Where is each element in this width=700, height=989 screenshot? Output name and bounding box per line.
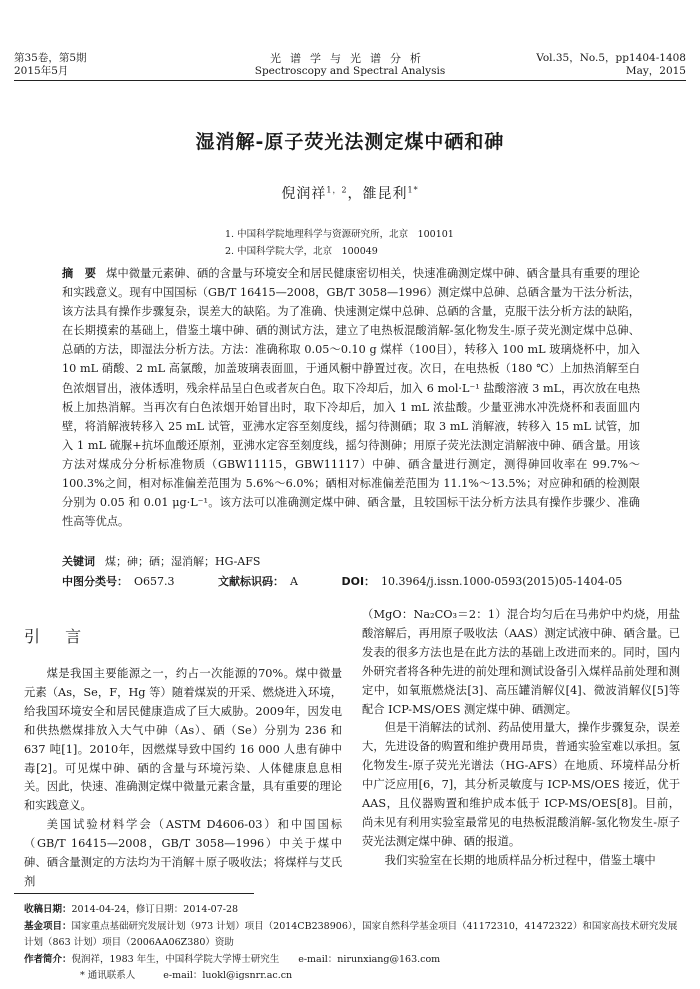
- keywords: [62, 553, 640, 569]
- received-value: 2014-04-24，修订日期：2014-07-28: [71, 904, 239, 915]
- keywords-text: 煤；砷；硒；湿消解；HG-AFS: [105, 555, 261, 568]
- keywords-label: 关键词: [62, 555, 95, 568]
- date-line: 2015年5月: [14, 65, 69, 77]
- abstract-label: 摘 要: [62, 267, 97, 280]
- abstract-text: 煤中微量元素砷、硒的含量与环境安全和居民健康密切相关，快速准确测定煤中砷、硒含量具有重要的理论和实践意义。现有中国国标（GB/T 16415—2008，GB/T 3058—1996）测定煤中总砷、总硒含量为干法分析法，该方法具有操作步骤复杂，误差大的缺陷。为了准确、快速测定煤中总砷、总硒的含量，克服干法分析方法的缺陷，在长期摸索的基础上，借鉴土壤中砷、硒的测试方法，建立了电热板混酸消解-氢化物发生-原子荧光测定煤中总砷、总硒的方法，即湿法分析方法。方法：准确称取 0.05～0.10 g 煤样（100目），转移入 100 mL 玻璃烧杯中，加入 10 mL 硝酸、2 mL 高氯酸，加盖玻璃表面皿，于通风橱中静置过夜。次日，在电热板（180 ℃）上加热消解至白色浓烟冒出，液体透明，残余样品呈白色或者灰白色。取下冷却后，加入 6 mol·L⁻¹ 盐酸溶液 3 mL，再次放在电热板上加热消解。当再次有白色浓烟开始冒出时，取下冷却后，加入 1 mL 浓盐酸。少量亚沸水冲洗烧杯和表面皿内壁，将消解液转移入 25 mL 试管，亚沸水定容至刻度线，摇匀待测硒；取 3 mL 消解液，转移入 15 mL 试管，加入 1 mL 硫脲+抗坏血酸还原剂，亚沸水定容至刻度线，摇匀待测砷；用原子荧光法测定消解液中砷、硒含量。用该方法对煤成分分析标准物质（GBW11115，GBW11117）中砷、硒含量进行测定，测得砷回收率在 99.7%～100.3%之间，相对标准偏差范围为 5.6%～6.0%；硒相对标准偏差范围为 11.1%～13.5%；对应砷和硒的检测限分别为 0.05 和 0.01 μg·L⁻¹。该方法可以准确测定煤中砷、硒含量，且较国标干法分析方法具有操作步骤少、准确性高等优点。: [62, 267, 640, 529]
- doc-code-value: A: [290, 575, 298, 588]
- journal-name-en: Spectroscopy and Spectral Analysis: [254, 65, 446, 77]
- body-paragraph: 煤是我国主要能源之一，约占一次能源的70%。煤中微量元素（As，Se，F，Hg 等）随着煤炭的开采、燃烧进入环境，给我国环境安全和居民健康造成了巨大威胁。2009年，因发电和供热燃煤排放入大气中砷（As）、硒（Se）分别为 236 和 637 吨[1]。2010年，因燃煤导致中国约 16 000 人患有砷中毒[2]。可见煤中砷、硒的含量与环境污染、人体健康息息相关。因此，快速、准确测定煤中微量元素含量，具有重要的理论和实践意义。: [24, 667, 342, 813]
- section-heading: 引 言: [24, 627, 92, 646]
- affiliation-item: 1. 中国科学院地理科学与资源研究所，北京 100101: [225, 229, 454, 240]
- author-list: [0, 183, 700, 203]
- body-paragraph: 美国试验材料学会（ASTM D4606-03）和中国国标（GB/T 16415—2008，GB/T 3058—1996）中关于煤中砷、硒含量测定的方法均为干消解＋原子吸收法；将煤样与艾氏剂: [24, 818, 342, 888]
- affiliations: [225, 226, 625, 260]
- body-paragraph: （MgO：Na₂CO₃＝2：1）混合均匀后在马弗炉中灼烧，用盐酸溶解后，再用原子吸收法（AAS）测定试液中砷、硒含量。已发表的很多方法也是在此方法的基础上改进而来的。同时，国内外研究者将各种先进的前处理和测试设备引入煤样品前处理和测定中，如氧瓶燃烧法[3]、高压罐消解仪[4]、微波消解仪[5]等配合 ICP-MS/OES 测定煤中砷、硒测定。: [362, 608, 680, 716]
- received-date: [24, 902, 684, 919]
- citation-date: May，2015: [625, 65, 686, 77]
- abstract: [62, 264, 640, 531]
- author-separator: ，: [347, 186, 363, 202]
- journal-volume-issue: [14, 52, 174, 78]
- footnotes: [24, 902, 684, 985]
- footnote-rule: [14, 893, 254, 894]
- author-bio: [24, 952, 684, 969]
- author-name: 雒昆利: [362, 186, 408, 202]
- classification-row: [62, 573, 662, 589]
- funding: [24, 919, 684, 952]
- clc-label: 中图分类号：: [62, 575, 128, 588]
- doi-label: DOI：: [341, 575, 376, 588]
- journal-citation: [506, 52, 686, 78]
- journal-name-cn: 光谱学与光谱分析: [270, 52, 430, 65]
- citation-line: Vol.35，No.5，pp1404-1408: [536, 52, 686, 64]
- author-affil-marker: 1*: [407, 185, 419, 195]
- author-affil-marker: 1，2: [326, 185, 348, 195]
- received-label: 收稿日期：: [24, 904, 72, 915]
- body-paragraph: 但是干消解法的试剂、药品使用量大，操作步骤复杂，误差大，先进设备的购置和维护费用昂贵，普通实验室难以承担。氢化物发生-原子荧光光谱法（HG-AFS）在地质、环境样品分析中广泛应用[6，7]，其分析灵敏度与 ICP-MS/OES 接近，优于 AAS，且仪器购置和维护成本低于 ICP-MS/OES[8]。目前，尚未见有利用实验室最常见的电热板混酸消解-氢化物发生-原子荧光法测定煤中砷、硒的报道。: [362, 721, 680, 848]
- volume-line: 第35卷，第5期: [14, 52, 87, 64]
- journal-name: [200, 52, 500, 78]
- doc-code-label: 文献标识码：: [218, 575, 285, 588]
- body-column-left: [24, 624, 342, 892]
- affiliation-item: 2. 中国科学院大学，北京 100049: [225, 246, 378, 257]
- clc-value: O657.3: [134, 575, 175, 588]
- author-name: 倪润祥: [281, 186, 327, 202]
- doi-value: 10.3964/j.issn.1000-0593(2015)05-1404-05: [381, 575, 623, 588]
- author-bio-label: 作者简介：: [24, 953, 72, 965]
- header-rule: [14, 80, 686, 81]
- paper-title: 湿消解-原子荧光法测定煤中硒和砷: [195, 131, 505, 153]
- author-bio-value: 倪润祥，1983 年生，中国科学院大学博士研究生 e-mail：nirunxiang@163.com: [71, 953, 441, 965]
- funding-label: 基金项目：: [24, 920, 72, 932]
- body-column-right: [362, 606, 680, 871]
- body-paragraph: 我们实验室在长期的地质样品分析过程中，借鉴土壤中: [384, 853, 656, 867]
- corresponding-email: e-mail：luokl@igsnrr.ac.cn: [163, 970, 293, 981]
- corresponding-label: * 通讯联系人: [80, 970, 136, 981]
- corresponding-author: [24, 968, 684, 985]
- funding-value: 国家重点基础研究发展计划（973 计划）项目（2014CB238906），国家自然科学基金项目（41172310，41472322）和国家高技术研究发展计划（863 计划）项目（2006AA06Z380）资助: [24, 920, 678, 948]
